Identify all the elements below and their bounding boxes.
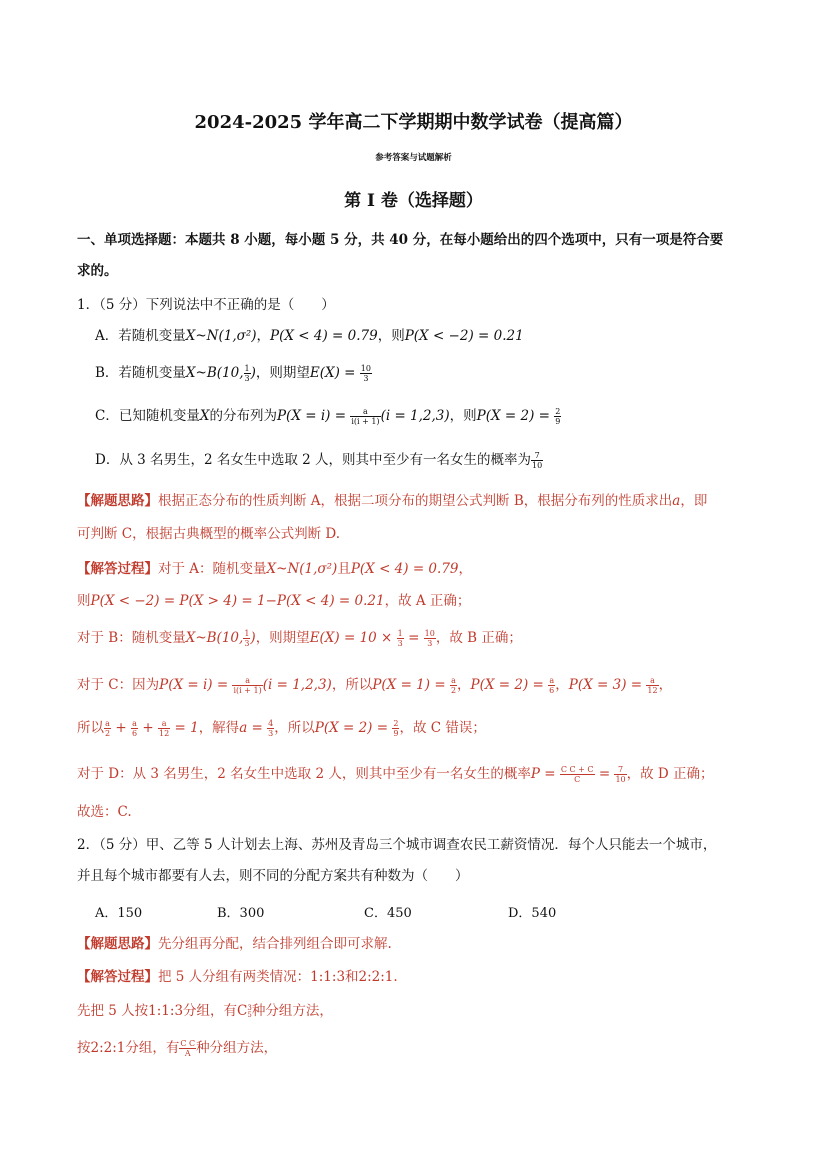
q2-stem-line-2: 并且每个城市都要有人去，则不同的分配方案共有种数为（ ） [77, 868, 469, 884]
q2-proc-line-3 [77, 1039, 277, 1058]
q1-proc-l5-math-2: a = [239, 720, 263, 736]
q1-proc-l3-eq: = [408, 630, 420, 646]
q1-option-a-prefix: A．若随机变量 [95, 328, 186, 344]
q1-option-a-math-3: P(X < −2) = 0.21 [404, 328, 524, 344]
q1-proc-l4-math-1b: (i = 1,2,3) [262, 677, 332, 693]
q1-proc-l4-frac-3: $\frac{a}{6}$ [549, 676, 555, 695]
q1-proc-l2-math: P(X < −2) = P(X > 4) = 1−P(X < 4) = 0.21 [90, 593, 385, 609]
q1-proc-l5-plus-2: + [142, 720, 154, 736]
q1-proc-l5-mid: ，解得 [198, 720, 240, 736]
q2-option-a: A．150 [95, 906, 143, 921]
q1-proc-label: 【解答过程】 [77, 561, 158, 577]
q1-proc-l5-frac-3: $\frac{a}{12}$ [159, 719, 170, 738]
q2-proc-l3-frac: $\frac{\text{C C}}{A}$ [180, 1039, 196, 1058]
q1-idea-label: 【解题思路】 [77, 493, 158, 509]
q1-proc-l3-math-1b: ) [250, 630, 256, 646]
q2-proc-l2-pre: 先把 5 人按1:1:3分组，有 [77, 1003, 238, 1019]
q1-option-b [95, 364, 372, 383]
q1-proc-l4-frac-4: $\frac{a}{12}$ [647, 676, 658, 695]
q1-idea-line-1 [77, 492, 707, 510]
q1-proc-l4-math-4: P(X = 3) = [568, 677, 643, 693]
q1-option-a [95, 327, 524, 345]
q1-option-c-frac-1: $\frac{a}{i(i + 1)}$ [351, 407, 380, 426]
q1-proc-line-3 [77, 629, 522, 648]
q1-proc-l5-plus-1: + [115, 720, 127, 736]
q2-proc-l2-end: 种分组方法， [251, 1003, 333, 1019]
q1-proc-l1-math-1: X~N(1,σ²) [266, 561, 338, 577]
q1-proc-l6-math: P = [530, 766, 556, 782]
q1-proc-l6-frac-1: $\frac{\text{C C + C}}{C}$ [560, 765, 594, 784]
q2-option-d: D．540 [508, 906, 557, 921]
q1-option-b-frac-1: $\frac{1}{3}$ [244, 364, 250, 383]
q1-proc-l3-mid: ，则期望 [255, 630, 310, 646]
q1-proc-l4-comma-2: ， [555, 677, 569, 693]
q1-proc-l4-math-1: P(X = i) = [159, 677, 229, 693]
q1-option-a-sep: ， [256, 328, 271, 344]
q1-proc-l2-pre: 则 [77, 593, 91, 609]
q2-option-b: B．300 [217, 906, 265, 921]
q1-option-b-math-1b: ) [250, 365, 256, 381]
q1-proc-l3-pre: 对于 B：随机变量 [77, 630, 186, 646]
q2-idea-line [77, 935, 392, 953]
q1-option-c-frac-2: $\frac{2}{9}$ [555, 407, 561, 426]
q1-option-c-math-3: (i = 1,2,3) [380, 408, 450, 424]
q1-option-c [95, 407, 561, 426]
q1-proc-l6-end: ，故 D 正确； [626, 766, 714, 782]
q1-option-b-math-1: X~B(10, [185, 365, 244, 381]
q2-stem-line-1: 2．（5 分）甲、乙等 5 人计划去上海、苏州及青岛三个城市调查农民工薪资情况．每个人只能去一个城市， [77, 837, 717, 853]
q1-proc-l2-end: ，故 A 正确； [384, 593, 471, 609]
q1-option-c-math-1: X [199, 408, 210, 424]
q1-option-c-math-4: P(X = 2) = [476, 408, 550, 424]
q1-proc-l1-math-2: P(X < 4) = 0.79 [350, 561, 459, 577]
q2-idea-text: 先分组再分配，结合排列组合即可求解. [158, 936, 392, 952]
q1-proc-l4-frac-1: $\frac{a}{i(i + 1)}$ [233, 676, 262, 695]
q1-proc-l3-frac-1: $\frac{1}{3}$ [244, 629, 250, 648]
instructions-line-1: 一、单项选择题：本题共 8 小题，每小题 5 分，共 40 分，在每小题给出的四个选项中，只有一项是符合要 [77, 232, 724, 248]
q2-proc-l3-end: 种分组方法， [196, 1040, 278, 1056]
q1-proc-l3-frac-3: $\frac{10}{3}$ [424, 629, 435, 648]
q2-proc-l2-math: C [237, 1003, 248, 1019]
q1-option-c-mid: 的分布列为 [209, 408, 277, 424]
q1-proc-line-7: 故选：C. [77, 804, 132, 820]
q1-proc-l6-frac-2: $\frac{7}{10}$ [615, 765, 626, 784]
q1-proc-l5-pre: 所以 [77, 720, 104, 736]
q1-proc-l5-frac-4: $\frac{4}{3}$ [268, 719, 274, 738]
q1-proc-l5-eq: = 1 [174, 720, 199, 736]
q1-option-d [95, 451, 543, 470]
q1-idea-math: a [672, 493, 681, 509]
q1-proc-l4-pre: 对于 C：因为 [77, 677, 160, 693]
q1-proc-l5-end: ，故 C 错误； [399, 720, 486, 736]
q1-proc-l6-eq: = [598, 766, 611, 782]
q1-proc-l4-math-2: P(X = 1) = [372, 677, 446, 693]
q1-option-b-frac-2: $\frac{10}{3}$ [360, 364, 371, 383]
section-heading: 第 I 卷（选择题） [344, 191, 483, 211]
q2-proc-l3-pre: 按2:2:1分组，有 [77, 1040, 180, 1056]
q1-proc-l5-mid-2: ，所以 [274, 720, 315, 736]
q1-option-a-math-2: P(X < 4) = 0.79 [270, 328, 378, 344]
q1-option-c-prefix: C．已知随机变量 [95, 408, 200, 424]
q1-proc-line-6 [77, 765, 714, 784]
q1-proc-l4-end: ， [658, 677, 673, 693]
q1-proc-l3-math-2: E(X) = 10 × [309, 630, 393, 646]
q1-proc-l1-mid: 且 [337, 561, 351, 577]
q1-stem: 1．（5 分）下列说法中不正确的是（ ） [77, 297, 335, 313]
q2-proc-label: 【解答过程】 [77, 969, 158, 985]
page-subtitle: 参考答案与试题解析 [375, 153, 452, 163]
q1-proc-line-2 [77, 592, 470, 610]
instructions-line-2: 求的。 [77, 263, 118, 279]
q1-proc-line-5 [77, 719, 486, 738]
q1-idea-text: 根据正态分布的性质判断 A，根据二项分布的期望公式判断 B，根据分布列的性质求出 [158, 493, 673, 509]
q1-proc-l1-text: 对于 A：随机变量 [158, 561, 267, 577]
q1-proc-l4-math-3: P(X = 2) = [470, 677, 544, 693]
q1-proc-l1-end: ， [458, 561, 472, 577]
q1-proc-l3-math-1: X~B(10, [185, 630, 244, 646]
q1-proc-l5-frac-2: $\frac{a}{6}$ [132, 719, 138, 738]
q1-proc-l3-frac-2: $\frac{1}{3}$ [397, 629, 403, 648]
q1-option-a-math-1: X~N(1,σ²) [185, 328, 257, 344]
q1-proc-l3-end: ，故 B 正确； [435, 630, 522, 646]
q1-option-d-frac: $\frac{7}{10}$ [532, 451, 543, 470]
q2-proc-line-1 [77, 968, 398, 986]
q1-idea-line-2: 可判断 C，根据古典概型的概率公式判断 D. [77, 526, 341, 542]
page-title: 2024-2025 学年高二下学期期中数学试卷（提高篇） [194, 112, 633, 133]
q1-proc-line-1 [77, 560, 472, 578]
q1-proc-l5-math-3: P(X = 2) = [314, 720, 389, 736]
q2-proc-l1-text: 把 5 人分组有两类情况：1:1:3和2:2:1. [158, 969, 398, 985]
q1-option-b-math-2: E(X) = [309, 365, 356, 381]
q1-option-c-then: ，则 [449, 408, 477, 424]
q1-option-b-prefix: B．若随机变量 [95, 365, 186, 381]
q1-proc-l4-comma-1: ， [457, 677, 471, 693]
q1-proc-l5-frac-5: $\frac{2}{9}$ [393, 719, 399, 738]
q1-proc-l4-mid: ，所以 [331, 677, 373, 693]
q2-option-c: C．450 [364, 906, 412, 921]
q1-option-c-math-2: P(X = i) = [276, 408, 347, 424]
q1-proc-l4-frac-2: $\frac{a}{2}$ [450, 676, 457, 695]
q2-proc-line-2 [77, 1002, 333, 1020]
q1-proc-l5-frac-1: $\frac{a}{2}$ [105, 719, 111, 738]
q1-proc-line-4 [77, 676, 672, 695]
q2-proc-l2-indices: 3 5 [247, 1003, 252, 1019]
q1-proc-l6-pre: 对于 D：从 3 名男生，2 名女生中选取 2 人，则其中至少有一名女生的概率 [77, 766, 531, 782]
q2-idea-label: 【解题思路】 [77, 936, 158, 952]
q1-option-b-mid: ，则期望 [255, 365, 310, 381]
q1-option-a-then: ，则 [377, 328, 405, 344]
q1-option-d-text: D．从 3 名男生，2 名女生中选取 2 人，则其中至少有一名女生的概率为 [95, 452, 532, 468]
q1-idea-end: ，即 [680, 493, 708, 509]
